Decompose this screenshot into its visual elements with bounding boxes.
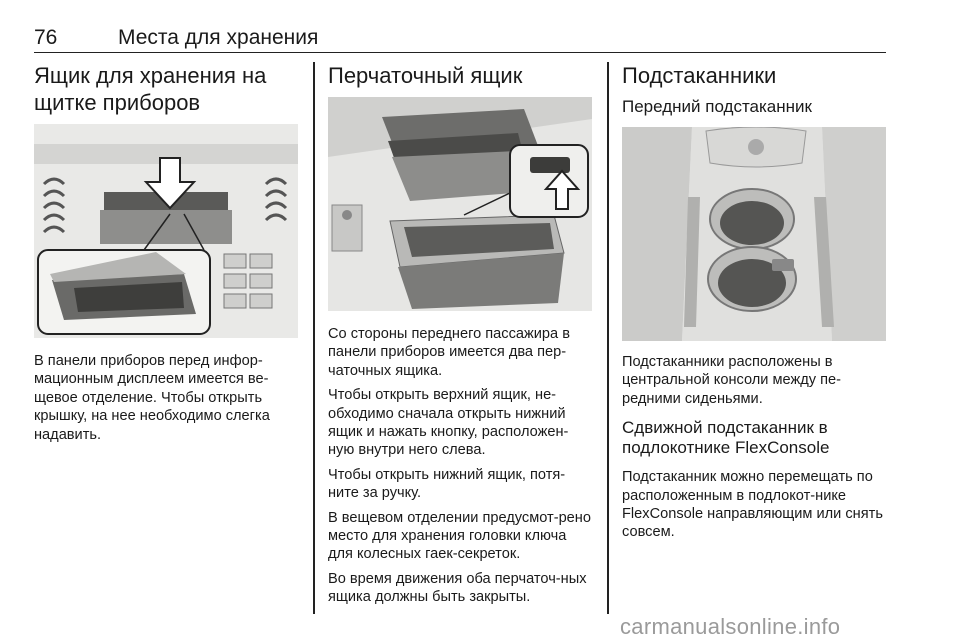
section-body — [622, 468, 886, 542]
section-heading: Подстаканники — [622, 63, 777, 88]
section-heading: Перчаточный ящик — [328, 63, 523, 88]
body-paragraph: В вещевом отделении предусмот-рено место для хранения головки ключа для колесных гаек-секреток. — [328, 509, 591, 563]
column-divider — [607, 62, 609, 614]
column-divider — [313, 62, 315, 614]
body-paragraph: Подстаканники расположены в центральной консоли между пе-редними сиденьями. — [622, 354, 841, 407]
glovebox-illustration — [328, 97, 592, 311]
subsection-heading: Передний подстаканник — [622, 97, 812, 116]
section-dashboard-storage — [34, 62, 298, 450]
section-body — [622, 353, 886, 408]
body-paragraph: Чтобы открыть верхний ящик, не-обходимо сначала открыть нижний ящик и нажать кнопку, расположен-ную внутри него слева. — [328, 387, 569, 459]
section-cupholders — [622, 62, 886, 548]
body-paragraph: Во время движения оба перчаточ-ных ящика должны быть закрыты. — [328, 570, 587, 606]
subsection-heading: Сдвижной подстаканник в подлокотнике FlexConsole — [622, 418, 830, 458]
page-header — [34, 22, 886, 53]
body-paragraph: Чтобы открыть нижний ящик, потя-ните за ручку. — [328, 466, 566, 502]
page-number: 76 — [34, 26, 58, 49]
section-glovebox — [328, 62, 592, 613]
dashboard-storage-illustration — [34, 124, 298, 338]
section-body — [34, 352, 298, 444]
body-paragraph: Со стороны переднего пассажира в панели приборов имеется два пер-чаточных ящика. — [328, 326, 570, 379]
section-body — [328, 325, 592, 607]
cupholder-illustration — [622, 127, 886, 341]
body-paragraph: В панели приборов перед инфор-мационным дисплеем имеется ве-щевое отделение. Чтобы открыть крышку, на нее необходимо слегка надавить. — [34, 353, 270, 443]
body-paragraph: Подстаканник можно перемещать по расположенным в подлокот-нике FlexConsole направляющим или снять совсем. — [622, 469, 883, 541]
section-heading: Ящик для хранения на щитке приборов — [34, 63, 267, 115]
watermark: carmanualsonline.info — [620, 614, 841, 639]
page-title: Места для хранения — [118, 26, 319, 49]
